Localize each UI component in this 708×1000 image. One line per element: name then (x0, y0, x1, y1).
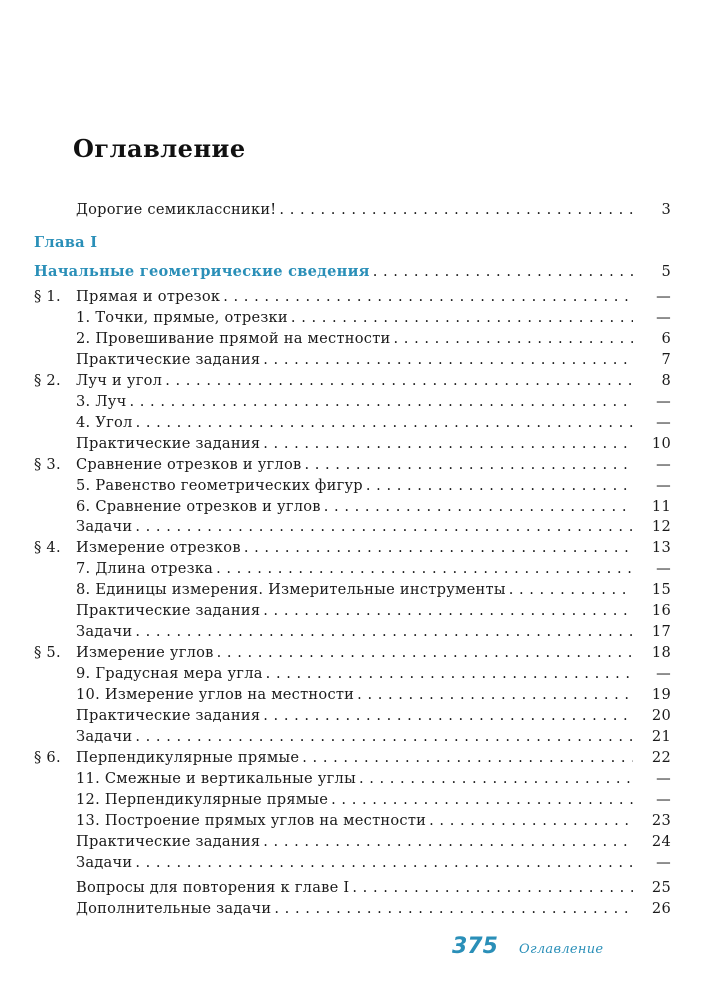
toc-section[interactable] (0, 747, 671, 768)
toc-entry-label: 9. Градусная мера угла (76, 665, 263, 682)
toc-entry-page: — (656, 309, 671, 326)
toc-entry[interactable] (0, 496, 671, 517)
toc-entry[interactable] (0, 789, 671, 810)
toc-entry[interactable] (0, 705, 671, 726)
toc-entry-page: — (656, 477, 671, 494)
toc-section[interactable] (0, 537, 671, 558)
toc-entry-label: Перпендикулярные прямые (76, 749, 300, 766)
dot-leader (279, 199, 633, 220)
toc-entry-page: 11 (651, 498, 671, 515)
toc-entry-page: 17 (651, 623, 671, 640)
toc-entry-label: 11. Смежные и вертикальные углы (76, 770, 356, 787)
toc-entry-label: 5. Равенство геометрических фигур (76, 477, 363, 494)
toc-entry-review[interactable] (76, 877, 671, 898)
dot-leader (223, 286, 633, 307)
dot-leader (304, 454, 633, 475)
dot-leader (357, 684, 633, 705)
toc-entry-label: Вопросы для повторения к главе I (76, 879, 350, 896)
toc-entry[interactable] (0, 831, 671, 852)
toc-entry[interactable] (0, 663, 671, 684)
dot-leader (359, 768, 633, 789)
dot-leader (266, 663, 633, 684)
toc-entry[interactable] (0, 391, 671, 412)
toc-entry[interactable] (0, 349, 671, 370)
toc-entry[interactable] (0, 433, 671, 454)
toc-entry-label: Луч и угол (76, 372, 163, 389)
toc-entry-label: Практические задания (76, 602, 261, 619)
toc-section[interactable] (0, 454, 671, 475)
toc-entry-page: — (656, 791, 671, 808)
toc-entry-page: 26 (651, 900, 671, 917)
toc-entry-chapter[interactable] (34, 261, 671, 282)
toc-entry-page: — (656, 854, 671, 871)
dot-leader (129, 391, 633, 412)
toc-entry[interactable] (0, 810, 671, 831)
toc-entry-label: Практические задания (76, 435, 261, 452)
dot-leader (135, 621, 633, 642)
dot-leader (165, 370, 633, 391)
toc-entry[interactable] (0, 684, 671, 705)
toc-entry-page: 16 (651, 602, 671, 619)
toc-entry[interactable] (0, 726, 671, 747)
toc-entry-label: 12. Перпендикулярные прямые (76, 791, 329, 808)
chapter-title: Начальные геометрические сведения (34, 263, 370, 280)
section-number: § 6. (34, 749, 61, 766)
dot-leader (136, 412, 633, 433)
dot-leader (324, 496, 633, 517)
toc-entry[interactable] (0, 328, 671, 349)
toc-entry-label: 1. Точки, прямые, отрезки (76, 309, 288, 326)
dot-leader (509, 579, 633, 600)
dot-leader (217, 642, 633, 663)
toc-entry-page: — (656, 288, 671, 305)
toc-entry-intro[interactable] (76, 199, 671, 220)
toc-entry[interactable] (0, 579, 671, 600)
section-number: § 1. (34, 288, 61, 305)
toc-entry-page: 3 (661, 201, 671, 218)
dot-leader (291, 307, 633, 328)
toc-entry-label: Дорогие семиклассники! (76, 201, 277, 218)
toc-entry-page: — (656, 414, 671, 431)
toc-entry-page: 15 (651, 581, 671, 598)
toc-entry-label: 7. Длина отрезка (76, 560, 214, 577)
toc-entry-label: Сравнение отрезков и углов (76, 456, 302, 473)
dot-leader (394, 328, 633, 349)
toc-entry[interactable] (0, 516, 671, 537)
toc-entry-label: 2. Провешивание прямой на местности (76, 330, 391, 347)
toc-entry-page: 19 (651, 686, 671, 703)
toc-entry-extra-tasks[interactable] (76, 898, 671, 919)
toc-entry-page: 12 (651, 518, 671, 535)
toc-entry-page: 24 (651, 833, 671, 850)
toc-entry-page: 7 (661, 351, 671, 368)
toc-entry-label: Задачи (76, 728, 133, 745)
toc-entry-page: — (656, 456, 671, 473)
toc-section[interactable] (0, 642, 671, 663)
toc-entry-page: — (656, 665, 671, 682)
page-title: Оглавление (73, 134, 246, 163)
dot-leader (429, 810, 633, 831)
toc-section[interactable] (0, 286, 671, 307)
toc-entry-page: 21 (651, 728, 671, 745)
running-footer: Оглавление (519, 942, 604, 957)
dot-leader (216, 558, 633, 579)
section-number: § 5. (34, 644, 61, 661)
toc-entry-label: Задачи (76, 518, 133, 535)
dot-leader (352, 877, 633, 898)
toc-entry-page: 23 (651, 812, 671, 829)
toc-entry-label: Практические задания (76, 707, 261, 724)
toc-entry-page: 20 (651, 707, 671, 724)
dot-leader (302, 747, 633, 768)
toc-entry-label: Измерение углов (76, 644, 214, 661)
dot-leader (244, 537, 633, 558)
toc-entry-label: Прямая и отрезок (76, 288, 221, 305)
toc-entry-page: 5 (661, 263, 671, 280)
dot-leader (263, 600, 633, 621)
dot-leader (263, 705, 633, 726)
toc-entry-page: — (656, 560, 671, 577)
section-number: § 4. (34, 539, 61, 556)
dot-leader (366, 475, 633, 496)
section-number: § 2. (34, 372, 61, 389)
toc-entry-label: Задачи (76, 623, 133, 640)
section-number: § 3. (34, 456, 61, 473)
toc-entry-label: 8. Единицы измерения. Измерительные инструменты (76, 581, 506, 598)
toc-entry[interactable] (0, 852, 671, 873)
toc-entry[interactable] (0, 621, 671, 642)
dot-leader (135, 516, 633, 537)
toc-entry-page: — (656, 770, 671, 787)
toc-entry[interactable] (0, 475, 671, 496)
dot-leader (331, 789, 633, 810)
dot-leader (373, 261, 633, 282)
toc-entry-page: 8 (661, 372, 671, 389)
toc-entry-label: Практические задания (76, 833, 261, 850)
toc-entry-page: 25 (651, 879, 671, 896)
toc-entry-label: Дополнительные задачи (76, 900, 272, 917)
dot-leader (263, 349, 633, 370)
toc-entry-page: 22 (651, 749, 671, 766)
toc-entry-label: 6. Сравнение отрезков и углов (76, 498, 321, 515)
toc-entry-label: 4. Угол (76, 414, 133, 431)
dot-leader (135, 726, 633, 747)
toc-entry-page: 13 (651, 539, 671, 556)
toc-entry-page: 6 (661, 330, 671, 347)
dot-leader (274, 898, 633, 919)
toc-section[interactable] (0, 370, 671, 391)
toc-entry-page: 18 (651, 644, 671, 661)
dot-leader (135, 852, 633, 873)
toc-entry-label: 13. Построение прямых углов на местности (76, 812, 427, 829)
toc-entry[interactable] (0, 558, 671, 579)
toc-entry[interactable] (0, 600, 671, 621)
toc-entry-page: — (656, 393, 671, 410)
toc-entry-label: 3. Луч (76, 393, 127, 410)
page-number: 375 (452, 934, 498, 959)
toc-entry-label: Практические задания (76, 351, 261, 368)
toc-entry[interactable] (0, 307, 671, 328)
toc-entry-page: 10 (651, 435, 671, 452)
chapter-label: Глава I (34, 234, 98, 251)
toc-entry[interactable] (0, 768, 671, 789)
toc-entry-label: Задачи (76, 854, 133, 871)
toc-entry-label: Измерение отрезков (76, 539, 241, 556)
toc-entry-label: 10. Измерение углов на местности (76, 686, 355, 703)
dot-leader (263, 433, 633, 454)
dot-leader (263, 831, 633, 852)
toc-entry[interactable] (0, 412, 671, 433)
